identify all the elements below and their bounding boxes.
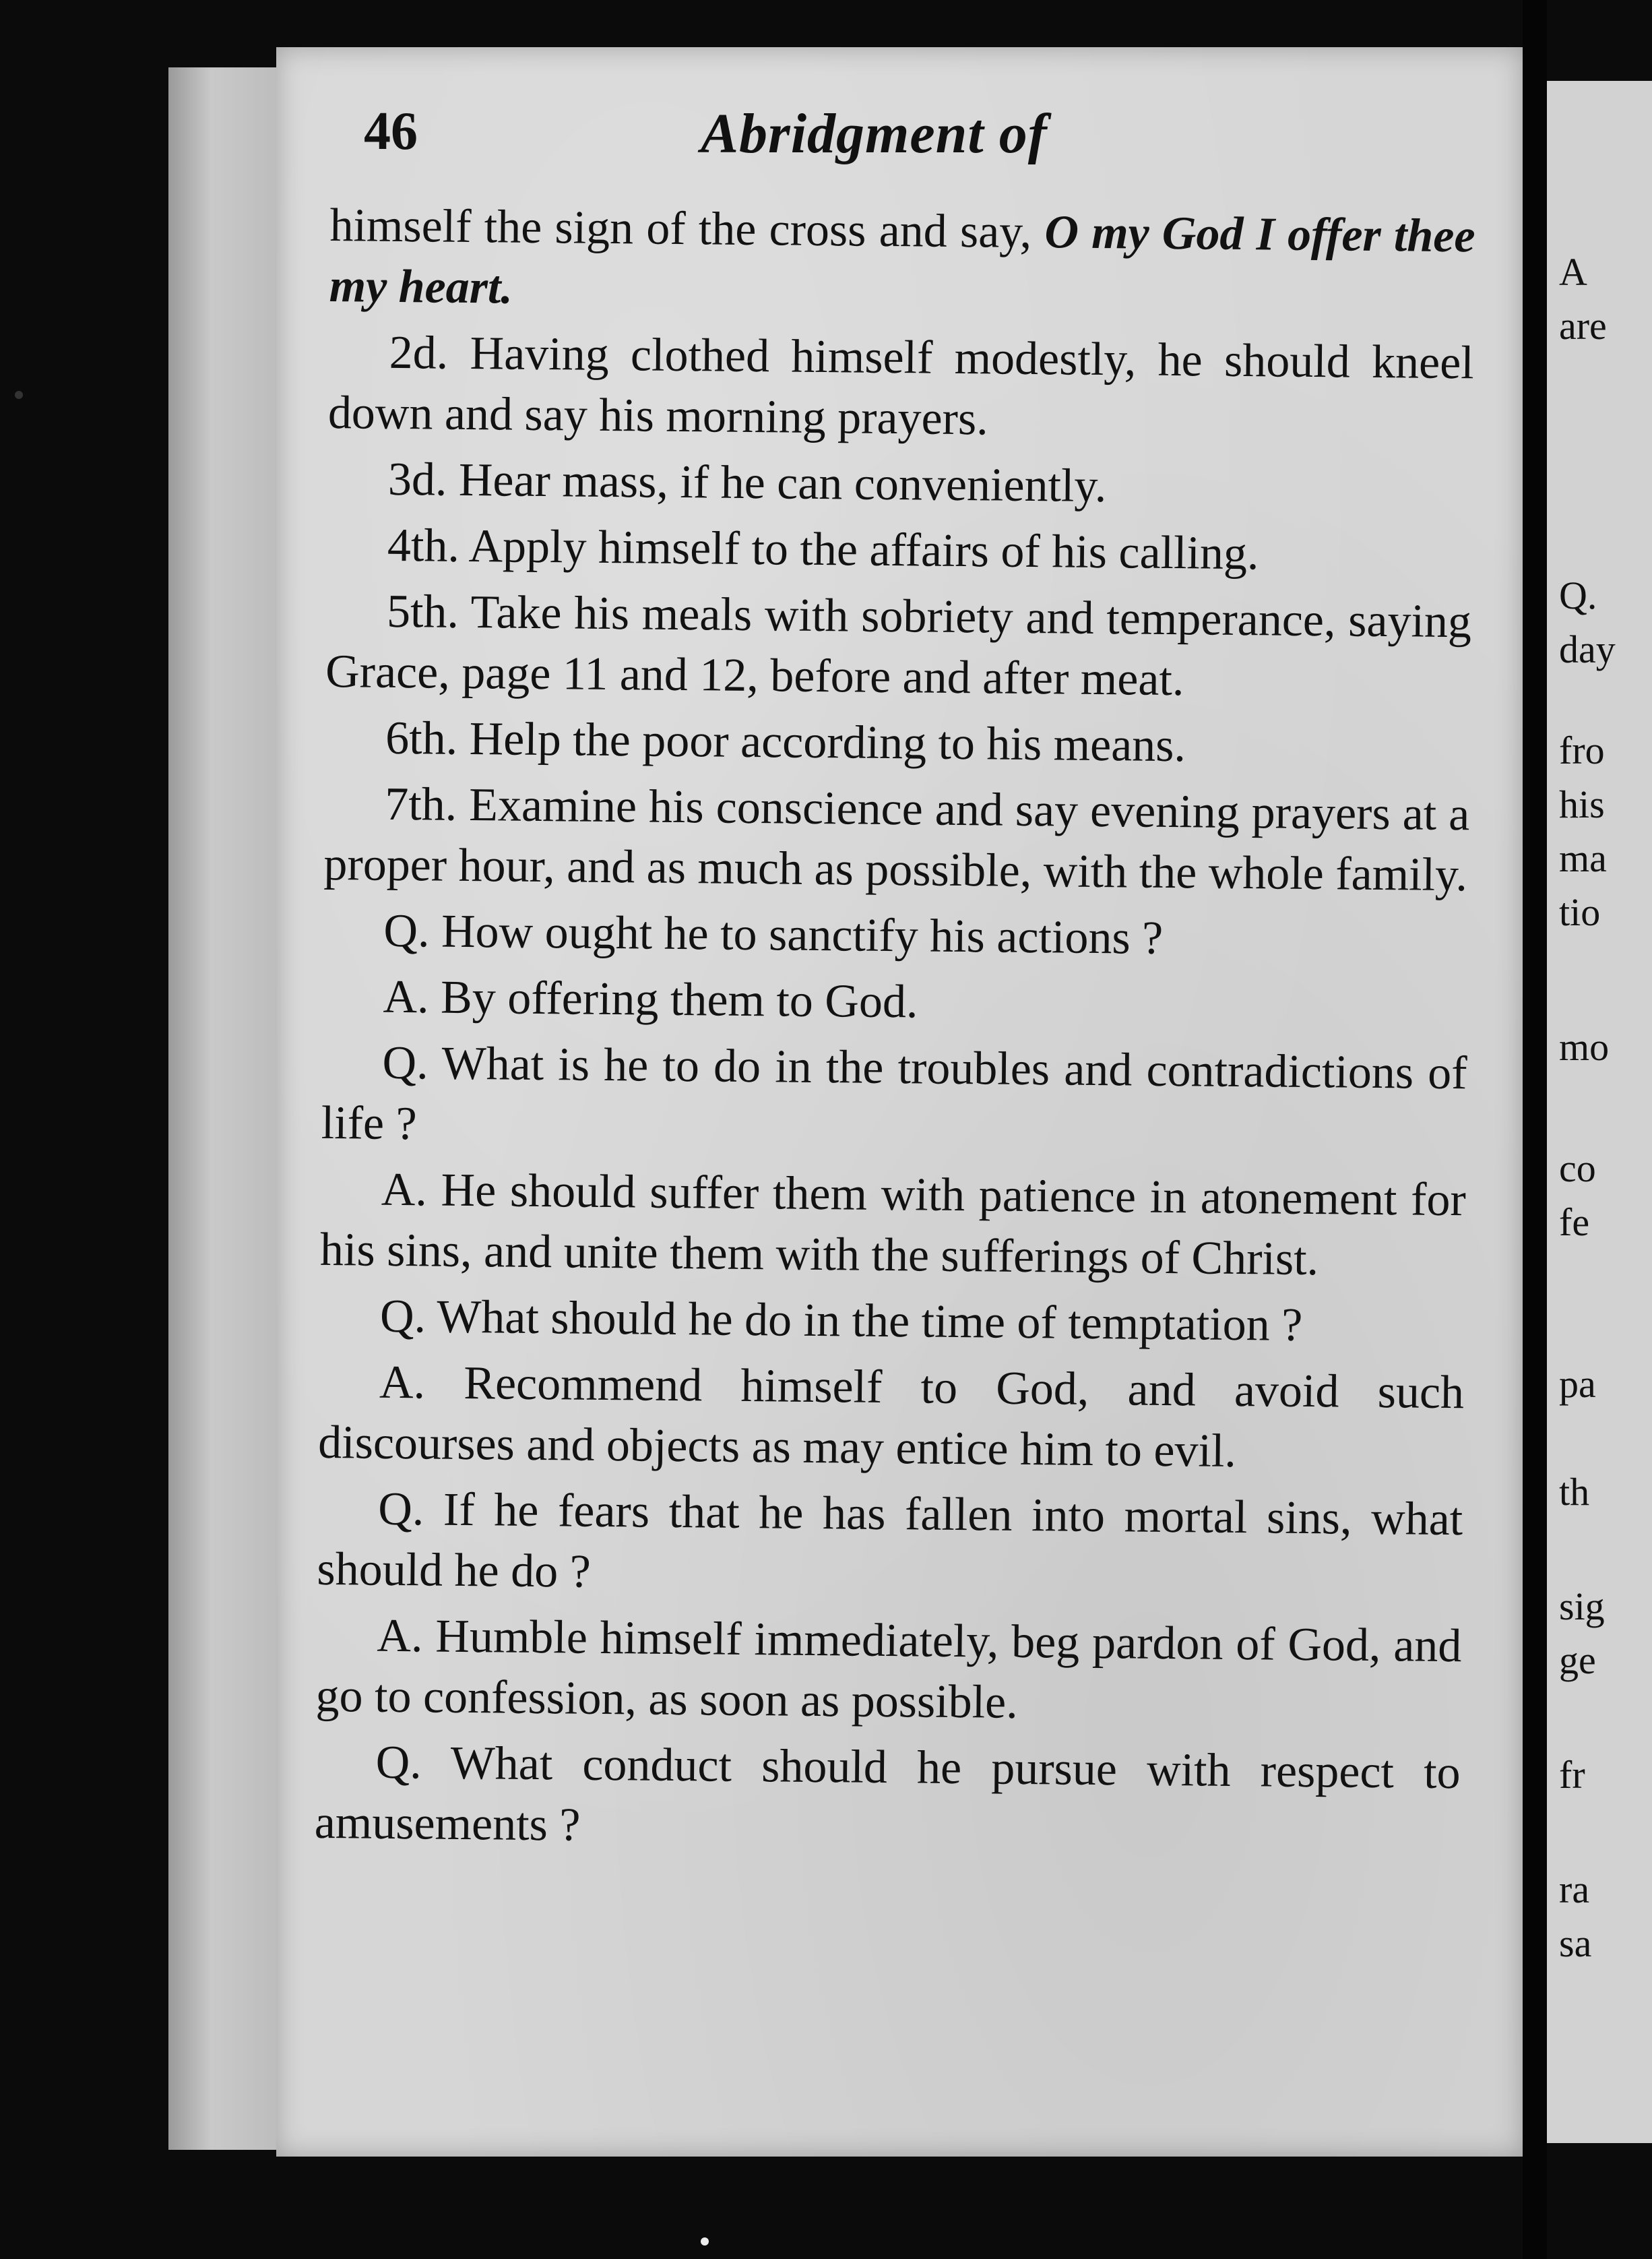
- facing-fragment: tio: [1559, 890, 1601, 934]
- body-text: [314, 195, 1475, 1869]
- page-edge-shadow: [168, 67, 276, 2150]
- facing-fragment: fe: [1559, 1200, 1590, 1244]
- answer: A. Humble himself immediately, beg pardon of God, and go to confession, as soon as possible.: [315, 1609, 1462, 1729]
- page-number: 46: [364, 102, 418, 161]
- page-header: [364, 101, 1422, 182]
- facing-fragment: th: [1559, 1470, 1590, 1514]
- running-title: Abridgment of: [701, 102, 1048, 165]
- question: Q. If he fears that he has fallen into mortal sins, what should he do ?: [317, 1483, 1463, 1598]
- facing-fragment: are: [1559, 304, 1607, 348]
- facing-fragment: day: [1559, 627, 1616, 671]
- facing-fragment: ra: [1559, 1867, 1590, 1911]
- paragraph: 6th. Help the poor according to his means.: [385, 712, 1186, 772]
- facing-fragment: sa: [1559, 1921, 1592, 1965]
- facing-fragment: his: [1559, 782, 1605, 826]
- facing-fragment: fro: [1559, 729, 1605, 772]
- answer: A. Recommend himself to God, and avoid such discourses and objects as may entice him to evil.: [317, 1356, 1465, 1477]
- paragraph: 4th. Apply himself to the affairs of his calling.: [387, 519, 1259, 580]
- facing-fragment: mo: [1559, 1025, 1610, 1069]
- ink-speck: [15, 391, 23, 399]
- facing-fragment: ma: [1559, 836, 1607, 880]
- facing-fragment: fr: [1559, 1753, 1585, 1797]
- facing-fragment: ge: [1559, 1638, 1596, 1682]
- paragraph: 7th. Examine his conscience and say evening prayers at a proper hour, and as much as possible, with the whole family.: [323, 778, 1470, 902]
- facing-fragment: A: [1559, 250, 1587, 294]
- facing-fragment: pa: [1559, 1362, 1596, 1406]
- answer: A. He should suffer them with patience in atonement for his sins, and unite them with the sufferings of Christ.: [319, 1163, 1467, 1286]
- paragraph: 5th. Take his meals with sobriety and temperance, saying Grace, page 11 and 12, before and after meat.: [325, 585, 1472, 706]
- facing-page: [1547, 81, 1652, 2143]
- paragraph: [329, 195, 1475, 328]
- question: Q. What conduct should he pursue with respect to amusements ?: [314, 1736, 1461, 1851]
- ink-speck: [701, 2237, 709, 2246]
- facing-fragment: Q.: [1559, 574, 1597, 617]
- answer: A. By offering them to God.: [383, 970, 918, 1028]
- question: Q. How ought he to sanctify his actions ?: [383, 904, 1164, 964]
- paragraph: 3d. Hear mass, if he can conveniently.: [387, 453, 1107, 513]
- paragraph-lead: himself the sign of the cross and say,: [329, 199, 1045, 259]
- facing-fragment: co: [1559, 1146, 1596, 1190]
- question: Q. What should he do in the time of temptation ?: [379, 1290, 1303, 1351]
- facing-fragment: sig: [1559, 1584, 1605, 1628]
- paragraph: 2d. Having clothed himself modestly, he should kneel down and say his morning prayers.: [327, 326, 1475, 445]
- italic-prayer: O my God I offer thee my heart.: [329, 206, 1475, 314]
- book-gutter: [1523, 0, 1547, 2259]
- question: Q. What is he to do in the troubles and contradictions of life ?: [321, 1036, 1467, 1150]
